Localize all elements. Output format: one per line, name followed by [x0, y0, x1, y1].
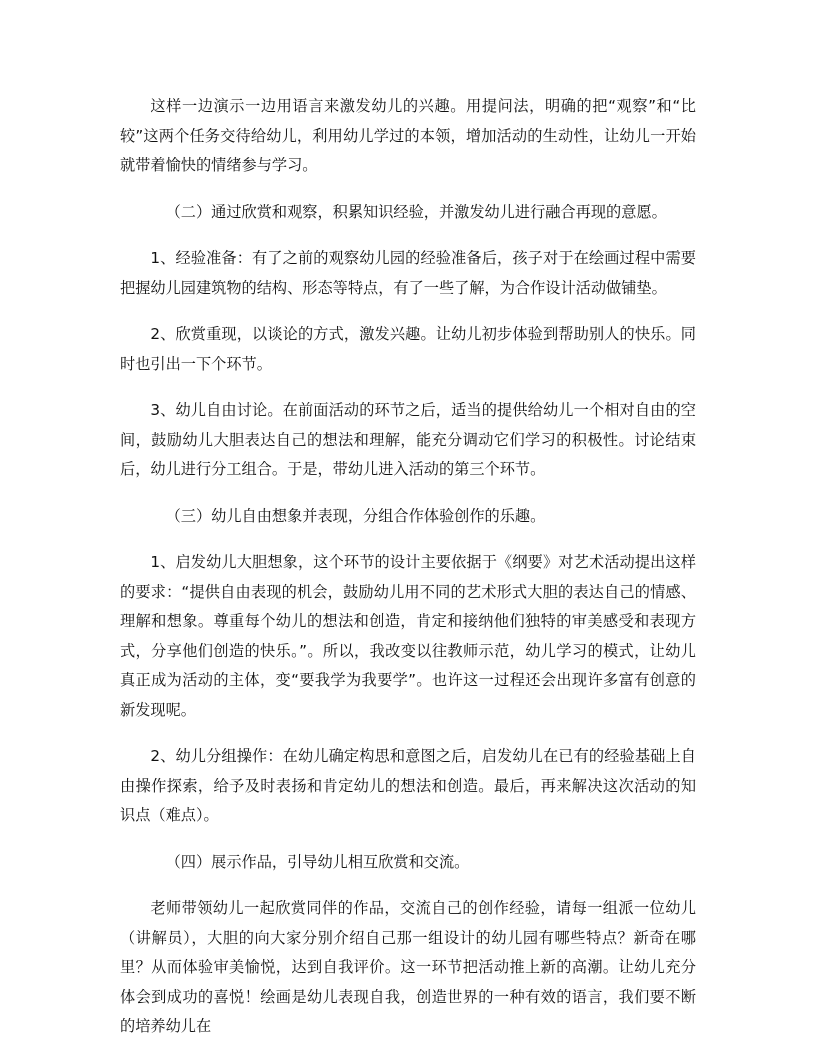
body-paragraph: 这样一边演示一边用语言来激发幼儿的兴趣。用提问法，明确的把“观察”和“比较”这两个任务交待给幼儿，利用幼儿学过的本领，增加活动的生动性，让幼儿一开始就带着愉快的情绪参与学习。 — [120, 97, 696, 174]
body-paragraph: 2、幼儿分组操作：在幼儿确定构思和意图之后，启发幼儿在已有的经验基础上自由操作探索，给予及时表扬和肯定幼儿的想法和创造。最后，再来解决这次活动的知识点（难点）。 — [120, 747, 696, 824]
body-paragraph: 1、启发幼儿大胆想象，这个环节的设计主要依据于《纲要》对艺术活动提出这样的要求：“提供自由表现的机会，鼓励幼儿用不同的艺术形式大胆的表达自己的情感、理解和想象。尊重每个幼儿的想法和创造，肯定和接纳他们独特的审美感受和表现方式，分享他们创造的快乐。”。所以，我改变以往教师示范，幼儿学习的模式，让幼儿真正成为活动的主体，变“要我学为我要学”。也许这一过程还会出现许多富有创意的新发现呢。 — [120, 553, 696, 719]
document-page — [120, 92, 696, 1059]
section-heading: （四）展示作品，引导幼儿相互欣赏和交流。 — [165, 852, 470, 871]
body-paragraph: 3、幼儿自由讨论。在前面活动的环节之后，适当的提供给幼儿一个相对自由的空间，鼓励幼儿大胆表达自己的想法和理解，能充分调动它们学习的积极性。讨论结束后，幼儿进行分工组合。于是，带幼儿进入活动的第三个环节。 — [120, 401, 696, 478]
section-heading: （二）通过欣赏和观察，积累知识经验，并激发幼儿进行融合再现的意愿。 — [165, 202, 667, 221]
body-paragraph: 2、欣赏重现，以谈论的方式，激发兴趣。让幼儿初步体验到帮助别人的快乐。同时也引出一下个环节。 — [120, 325, 696, 373]
body-paragraph: 1、经验准备：有了之前的观察幼儿园的经验准备后，孩子对于在绘画过程中需要把握幼儿园建筑物的结构、形态等特点，有了一些了解，为合作设计活动做铺垫。 — [120, 249, 696, 297]
section-heading: （三）幼儿自由想象并表现，分组合作体验创作的乐趣。 — [165, 506, 546, 525]
body-paragraph: 老师带领幼儿一起欣赏同伴的作品，交流自己的创作经验，请每一组派一位幼儿（讲解员），大胆的向大家分别介绍自己那一组设计的幼儿园有哪些特点？新奇在哪里？从而体验审美愉悦，达到自我评价。这一环节把活动推上新的高潮。让幼儿充分体会到成功的喜悦！绘画是幼儿表现自我，创造世界的一种有效的语言，我们要不断的培养幼儿在 — [120, 899, 696, 1035]
